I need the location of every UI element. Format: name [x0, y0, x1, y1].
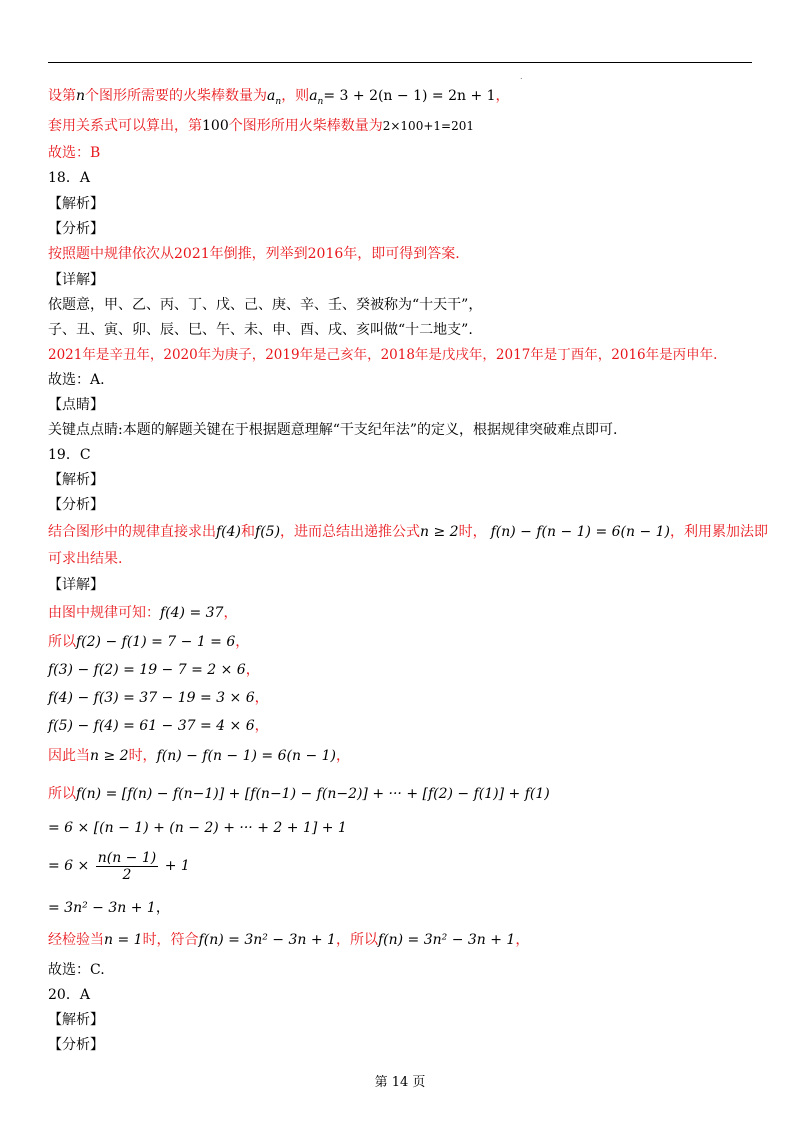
math-sum: f(n) = [f(n) − f(n−1)] + [f(n−1) − f(n−2)] + ··· + [f(2) − f(1)] + f(1) [76, 786, 550, 802]
line-22: 所以f(2) − f(1) = 7 − 1 = 6， [48, 634, 250, 650]
text: 个图形所需要的火柴棒数量为 [85, 88, 268, 104]
section-jiexi: 【解析】 [48, 472, 104, 488]
math-100: 100 [202, 118, 229, 134]
math-diff-1: f(2) − f(1) = 7 − 1 = 6 [76, 634, 236, 650]
section-xiangjie: 【详解】 [48, 272, 104, 288]
detail-text: 依题意，甲、乙、丙、丁、戊、己、庚、辛、壬、癸被称为“十天干”， [48, 297, 483, 313]
text: ，则 [281, 88, 310, 104]
line-d2: f(3) − f(2) = 19 − 7 = 2 × 6， [48, 662, 260, 678]
math-step-3-post: + 1 [164, 858, 190, 874]
line-23: 因此当n ≥ 2时，f(n) − f(n − 1) = 6(n − 1)， [48, 748, 350, 764]
detail-text: 子、丑、寅、卯、辰、巳、午、未、申、酉、戌、亥叫做“十二地支”. [48, 322, 473, 338]
section-xiangjie: 【详解】 [48, 577, 104, 593]
fraction-denominator: 2 [122, 866, 132, 883]
math-fn: f(n) = 3n² − 3n + 1 [377, 932, 516, 948]
section-fenxi: 【分析】 [48, 221, 104, 237]
math-diff-4: f(5) − f(4) = 61 − 37 = 4 × 6 [48, 718, 255, 734]
section-jiexi: 【解析】 [48, 196, 104, 212]
text: 设第 [48, 88, 76, 104]
line-2 [48, 116, 474, 136]
line-21: 由图中规律可知：f(4) = 37， [48, 605, 238, 621]
detail-text: 2021年是辛丑年，2020年为庚子，2019年是己亥年，2018年是戊戌年，2017年是丁酉年，2016年是丙申年. [48, 347, 718, 363]
fraction [96, 850, 159, 883]
math-an2: $a_n$ [309, 88, 324, 107]
section-fenxi: 【分析】 [48, 497, 104, 513]
math-n-ge-2: n ≥ 2 [90, 748, 129, 764]
math-step-2: = 6 × [(n − 1) + (n − 2) + ··· + 2 + 1] + 1 [48, 820, 347, 836]
analysis-text: 按照题中规律依次从2021年倒推，列举到2016年，即可得到答案. [48, 246, 460, 262]
question-19: 19．C [48, 447, 91, 463]
math-diff-3: f(4) − f(3) = 37 − 19 = 3 × 6 [48, 690, 255, 706]
math-formula1: = 3 + 2(n − 1) = 2n + 1 [323, 88, 496, 104]
answer-line: 故选：B [48, 145, 101, 161]
line-1: 设第n个图形所需要的火柴棒数量为$a_n$，则$a_n= 3 + 2(n - 1) = 2n + 1$， [48, 88, 510, 107]
question-20: 20．A [48, 987, 90, 1003]
header-rule [48, 62, 752, 63]
text: 套用关系式可以算出，第 [48, 118, 202, 134]
line-24: 所以f(n) = [f(n) − f(n−1)] + [f(n−1) − f(n−2)] + ··· + [f(2) − f(1)] + f(1) [48, 786, 550, 802]
section-jiexi: 【解析】 [48, 1012, 104, 1028]
math-diff-2: f(3) − f(2) = 19 − 7 = 2 × 6 [48, 662, 246, 678]
math-f5: f(5) [255, 524, 281, 540]
key-point-text: 关键点点睛:本题的解题关键在于根据题意理解“干支纪年法”的定义，根据规律突破难点即可. [48, 422, 618, 438]
section-fenxi: 【分析】 [48, 1037, 104, 1053]
math-n-ge-2: n ≥ 2 [420, 524, 459, 540]
math-recurrence: f(n) − f(n − 1) = 6(n − 1) [490, 524, 671, 540]
fraction-numerator: n(n − 1) [97, 849, 157, 866]
text: 个图形所用火柴棒数量为 [228, 118, 383, 134]
answer-line: 故选：A. [48, 372, 105, 388]
line-d3: f(4) − f(3) = 37 − 19 = 3 × 6， [48, 690, 269, 706]
analysis-text: 可求出结果. [48, 551, 123, 567]
math-an: $a_n$ [267, 88, 282, 107]
header-dot: . [520, 72, 523, 81]
line-25: 经检验当n = 1时，符合f(n) = 3n² − 3n + 1，所以f(n) = 3n² − 3n + 1， [48, 932, 530, 948]
line-s4: = 3n² − 3n + 1， [48, 900, 170, 916]
question-18: 18．A [48, 170, 90, 186]
math-201: 2×100+1=201 [382, 119, 474, 133]
line-s2 [48, 818, 347, 838]
math-f4: f(4) [216, 524, 242, 540]
math-recurrence: f(n) − f(n − 1) = 6(n − 1) [156, 748, 336, 764]
section-dianjing: 【点睛】 [48, 397, 104, 413]
math-n-eq-1: n = 1 [104, 932, 143, 948]
page-number: 第 14 页 [374, 1075, 426, 1090]
math-step-3-pre: = 6 × [48, 858, 90, 874]
line-18: 结合图形中的规律直接求出f(4)和f(5)，进而总结出递推公式n ≥ 2时， f(n) − f(n − 1) = 6(n − 1)，利用累加法即 [48, 524, 769, 540]
answer-line: 故选：C. [48, 962, 105, 978]
math-fn: f(n) = 3n² − 3n + 1 [198, 932, 336, 948]
math-n: n [76, 88, 86, 104]
line-s3 [48, 848, 190, 884]
math-f4-37: f(4) = 37 [160, 605, 224, 621]
math-step-4: = 3n² − 3n + 1 [48, 900, 156, 916]
line-d4: f(5) − f(4) = 61 − 37 = 4 × 6， [48, 718, 269, 734]
